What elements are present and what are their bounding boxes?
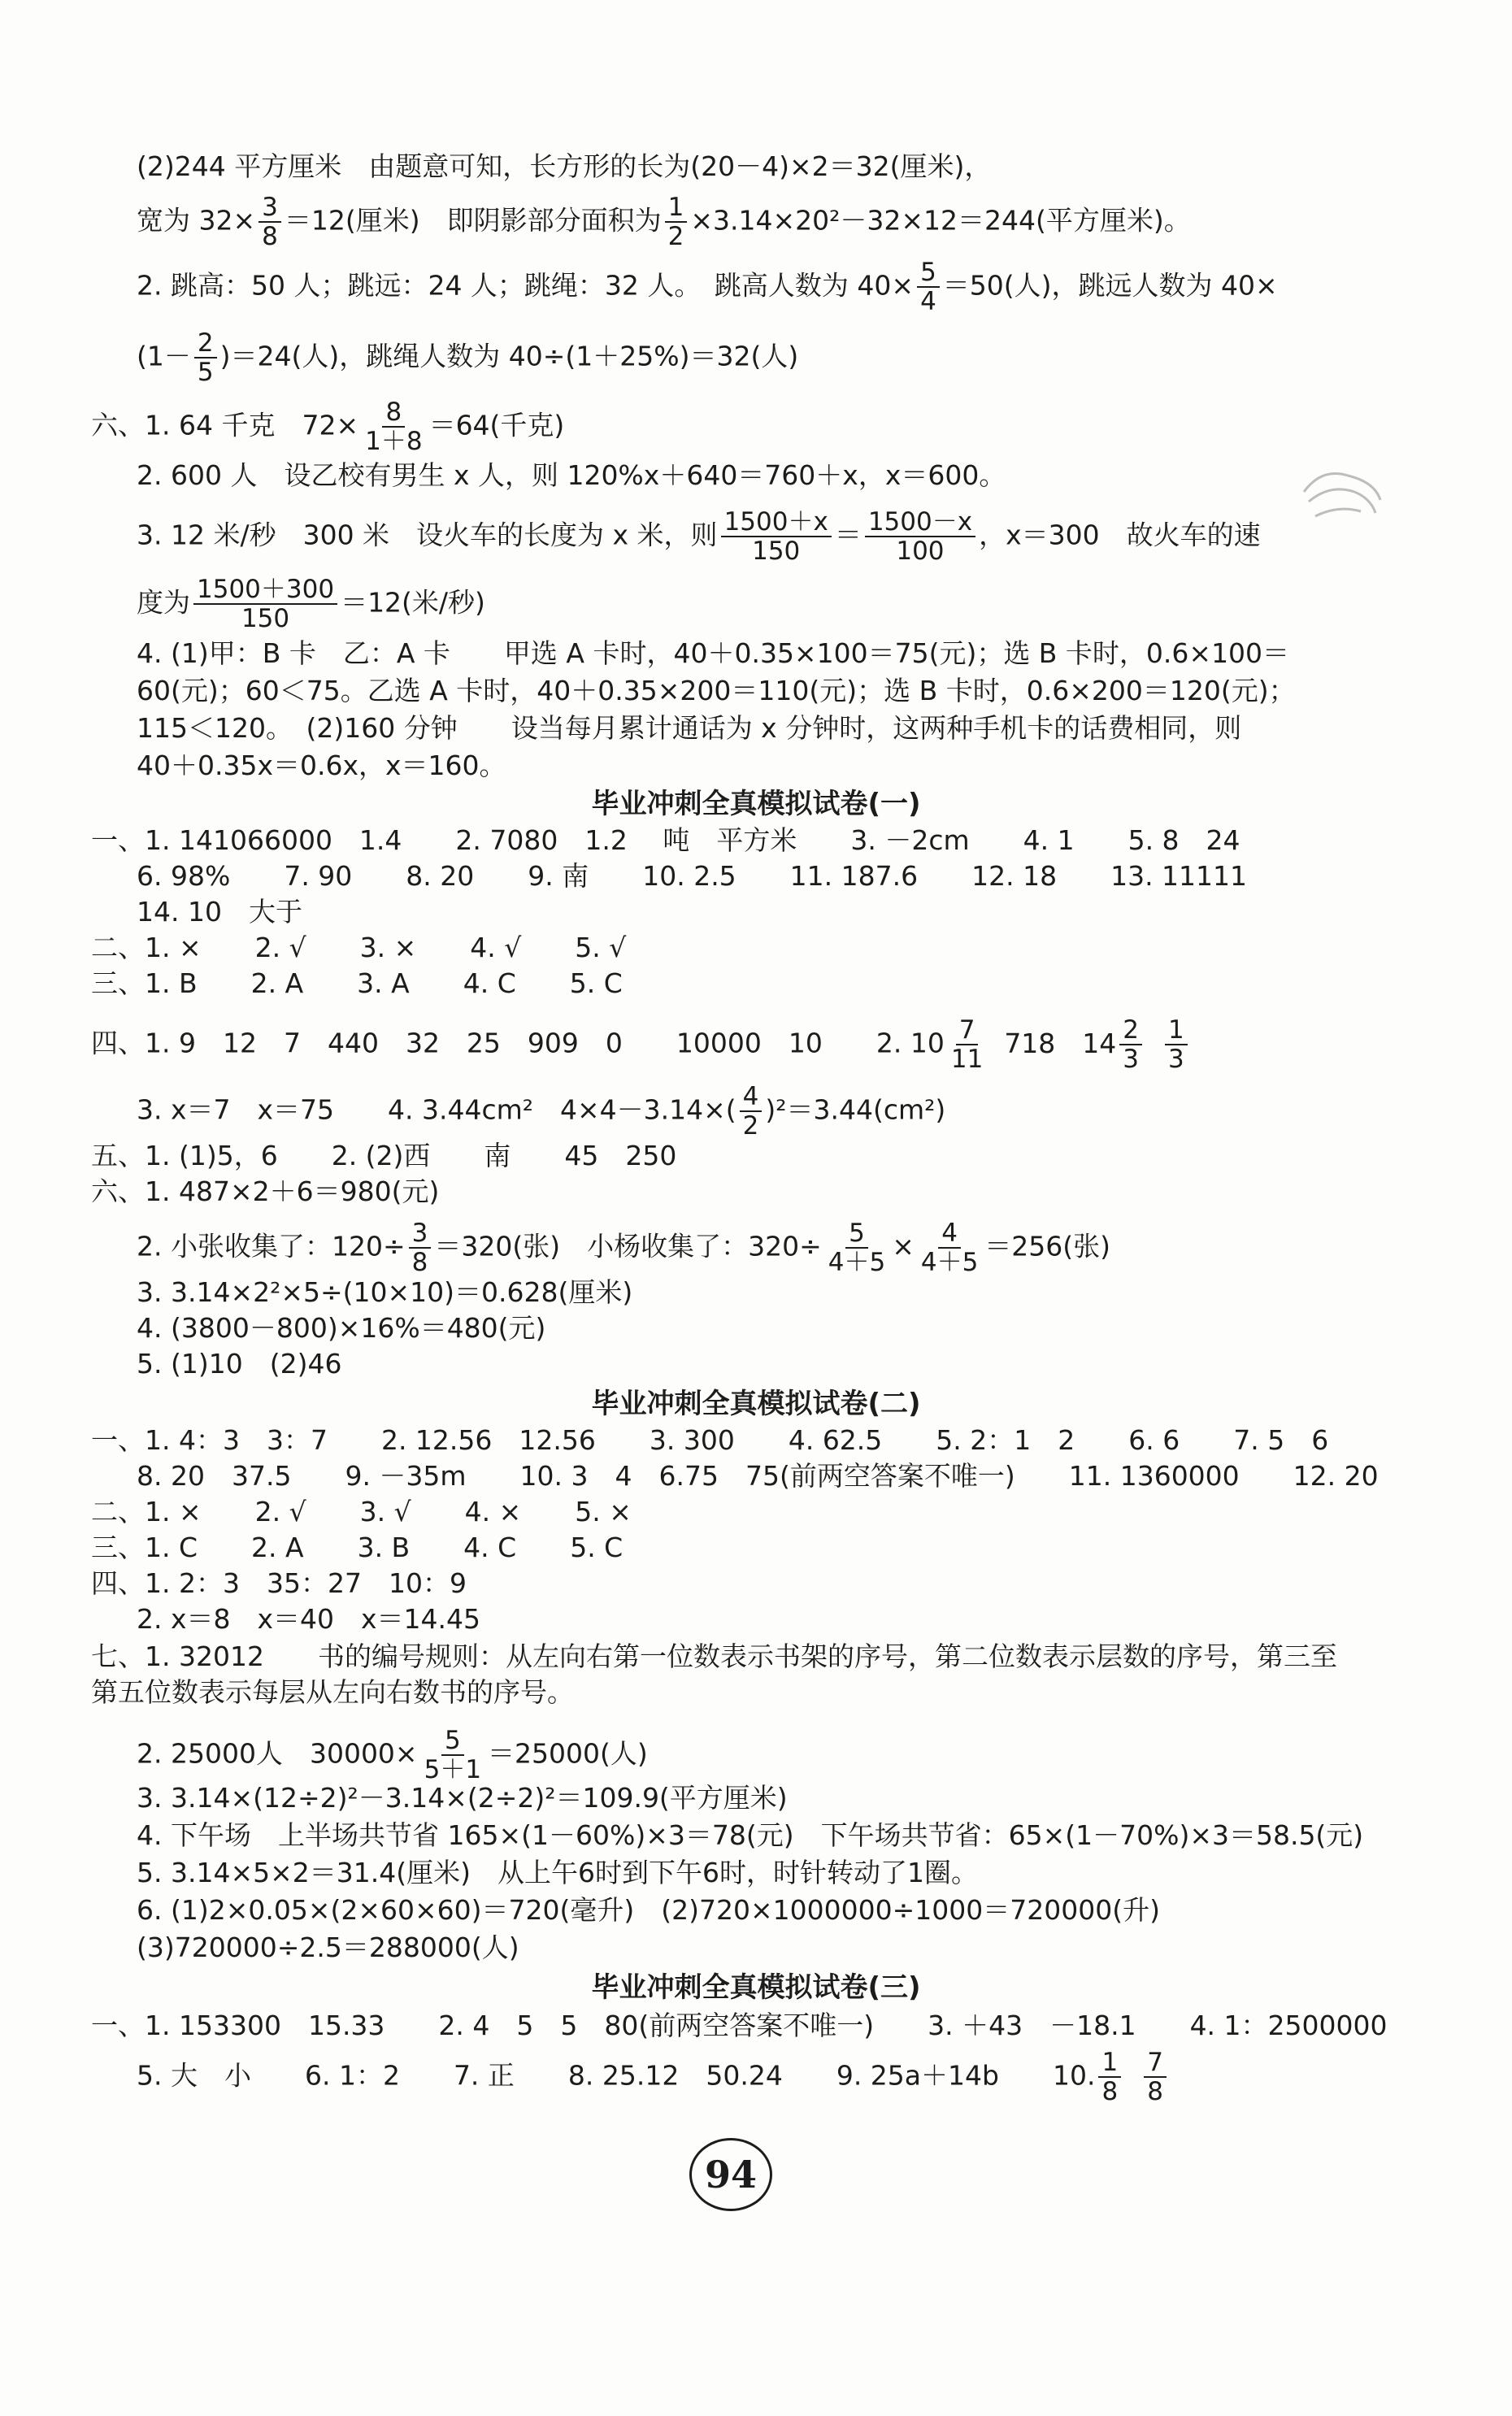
text-line: 3. 3.14×(12÷2)²－3.14×(2÷2)²＝109.9(平方厘米) (137, 1782, 788, 1814)
text-line: 六、1. 487×2＋6＝980(元) (91, 1175, 440, 1207)
text-line: 2. 小张收集了：120÷ $\frac{3}{8}$ ＝320(张) 小杨收集了：320÷ $\frac{5}{4+5}$ × $\frac{4}{4+5}$ ＝256(张) (137, 1219, 1111, 1277)
text-line: 40＋0.35x＝0.6x，x＝160。 (137, 750, 506, 781)
fraction: $\frac{2}{5}$ (194, 329, 217, 386)
text-line: 二、1. × 2. √ 3. × 4. √ 5. √ (91, 932, 627, 963)
fraction: $\frac{3}{8}$ (409, 1219, 432, 1276)
text-line: (1－ $\frac{2}{5}$ )＝24(人)，跳绳人数为 40÷(1＋25%)＝32(人) (137, 328, 799, 387)
section-heading: 毕业冲刺全真模拟试卷(一) (591, 788, 921, 820)
text-line: 3. 3.14×2²×5÷(10×10)＝0.628(厘米) (137, 1276, 633, 1308)
text-line: 6. 98% 7. 90 8. 20 9. 南 10. 2.5 11. 187.6 12. 18 13. 11111 (137, 860, 1248, 892)
fraction: $\frac{1}{3}$ (1165, 1016, 1188, 1073)
text-line: 3. 12 米/秒 300 米 设火车的长度为 x 米，则 $\frac{1500+x}{150}$ ＝ $\frac{1500-x}{100}$ ，x＝300 故火车的速 (137, 507, 1261, 566)
text-line: 60(元)；60＜75。乙选 A 卡时，40＋0.35×200＝110(元)；选 B 卡时，0.6×200＝120(元)； (137, 675, 1296, 706)
stamp-mark-icon (1297, 459, 1387, 532)
text-line: 5. (1)10 (2)46 (137, 1348, 342, 1380)
fraction: $\frac{5}{4+5}$ (828, 1219, 886, 1277)
fraction: $\frac{7}{11}$ (950, 1015, 984, 1074)
text-line: 2. x＝8 x＝40 x＝14.45 (137, 1603, 481, 1635)
text-line: 6. (1)2×0.05×(2×60×60)＝720(毫升) (2)720×1000000÷1000＝720000(升) (137, 1894, 1160, 1926)
text-line: 2. 600 人 设乙校有男生 x 人，则 120%x＋640＝760＋x，x＝600。 (137, 459, 1006, 491)
text-line: 5. 3.14×5×2＝31.4(厘米) 从上午6时到下午6时，时针转动了1圈。 (137, 1857, 978, 1888)
text-line: 三、1. C 2. A 3. B 4. C 5. C (91, 1532, 623, 1563)
text-line: 三、1. B 2. A 3. A 4. C 5. C (91, 967, 623, 999)
text-line: (3)720000÷2.5＝288000(人) (137, 1931, 519, 1963)
fraction: $\frac{5}{4}$ (917, 259, 940, 315)
text-line: 五、1. (1)5，6 2. (2)西 南 45 250 (91, 1140, 677, 1171)
text-line: 2. 跳高：50 人；跳远：24 人；跳绳：32 人。 跳高人数为 40× $\frac{5}{4}$ ＝50(人)，跳远人数为 40× (137, 258, 1278, 316)
fraction: $\frac{1500+x}{150}$ (721, 508, 832, 565)
text-line: 115＜120。 (2)160 分钟 设当每月累计通话为 x 分钟时，这两种手机卡的话费相同，则 (137, 712, 1242, 744)
page-number: 94 (689, 2138, 772, 2211)
text-line: 二、1. × 2. √ 3. √ 4. × 5. × (91, 1496, 632, 1527)
text-line: 8. 20 37.5 9. －35m 10. 3 4 6.75 75(前两空答案不唯一) 11. 1360000 12. 20 (137, 1460, 1379, 1492)
fraction: $\frac{3}{8}$ (259, 193, 281, 250)
fraction: $\frac{1}{2}$ (665, 193, 688, 250)
fraction: $\frac{5}{5+1}$ (424, 1726, 482, 1784)
text-line: 5. 大 小 6. 1：2 7. 正 8. 25.12 50.24 9. 25a＋14b 10. $\frac{1}{8}$ $\frac{7}{8}$ (137, 2049, 1170, 2105)
text-line: 4. 下午场 上半场共节省 165×(1－60%)×3＝78(元) 下午场共节省：65×(1－70%)×3＝58.5(元) (137, 1819, 1364, 1851)
fraction: $\frac{4}{4+5}$ (920, 1219, 979, 1277)
text-line: 3. x＝7 x＝75 4. 3.44cm² 4×4－3.14×( $\frac{4}{2}$ )²＝3.44(cm²) (137, 1082, 946, 1141)
text-line: 宽为 32× $\frac{3}{8}$ ＝12(厘米) 即阴影部分面积为 $\frac{1}{2}$ ×3.14×20²－32×12＝244(平方厘米)。 (137, 193, 1191, 251)
fraction: $\frac{2}{3}$ (1119, 1016, 1142, 1073)
text-line: 4. (1)甲：B 卡 乙：A 卡 甲选 A 卡时，40＋0.35×100＝75(元)；选 B 卡时，0.6×100＝ (137, 637, 1290, 669)
text-line: 4. (3800－800)×16%＝480(元) (137, 1312, 546, 1344)
fraction: $\frac{8}{1+8}$ (365, 398, 423, 456)
text-line: 一、1. 141066000 1.4 2. 7080 1.2 吨 平方米 3. －2cm 4. 1 5. 8 24 (91, 824, 1240, 856)
section-heading: 毕业冲刺全真模拟试卷(三) (591, 1971, 921, 2004)
section-heading: 毕业冲刺全真模拟试卷(二) (591, 1388, 921, 1420)
text-line: 一、1. 4：3 3：7 2. 12.56 12.56 3. 300 4. 62.5 5. 2：1 2 6. 6 7. 5 6 (91, 1424, 1329, 1456)
text-line: 2. 25000人 30000× $\frac{5}{5+1}$ ＝25000(人) (137, 1726, 648, 1784)
text-line: 四、1. 2：3 35：27 10：9 (91, 1567, 467, 1599)
text-line: 度为 $\frac{1500+300}{150}$ ＝12(米/秒) (137, 575, 485, 633)
text-line: 一、1. 153300 15.33 2. 4 5 5 80(前两空答案不唯一) 3. ＋43 －18.1 4. 1：2500000 (91, 2010, 1388, 2041)
text-line: 第五位数表示每层从左向右数书的序号。 (91, 1676, 574, 1708)
text-line: 14. 10 大于 (137, 896, 302, 928)
text-line: 六、1. 64 千克 72× $\frac{8}{1+8}$ ＝64(千克) (91, 398, 565, 456)
text-line: (2)244 平方厘米 由题意可知，长方形的长为(20－4)×2＝32(厘米)， (137, 150, 992, 182)
fraction: $\frac{1500-x}{100}$ (865, 508, 975, 565)
fraction: $\frac{4}{2}$ (740, 1083, 763, 1140)
text-line: 四、1. 9 12 7 440 32 25 909 0 10000 10 2. 10 $\frac{7}{11}$ 718 14 $\frac{2}{3}$ $\frac{1}{3}$ (91, 1016, 1191, 1073)
fraction: $\frac{1}{8}$ (1098, 2049, 1121, 2105)
text-line: 七、1. 32012 书的编号规则：从左向右第一位数表示书架的序号，第二位数表示层数的序号，第三至 (91, 1640, 1337, 1672)
fraction: $\frac{7}{8}$ (1144, 2049, 1167, 2105)
fraction: $\frac{1500+300}{150}$ (193, 576, 337, 632)
